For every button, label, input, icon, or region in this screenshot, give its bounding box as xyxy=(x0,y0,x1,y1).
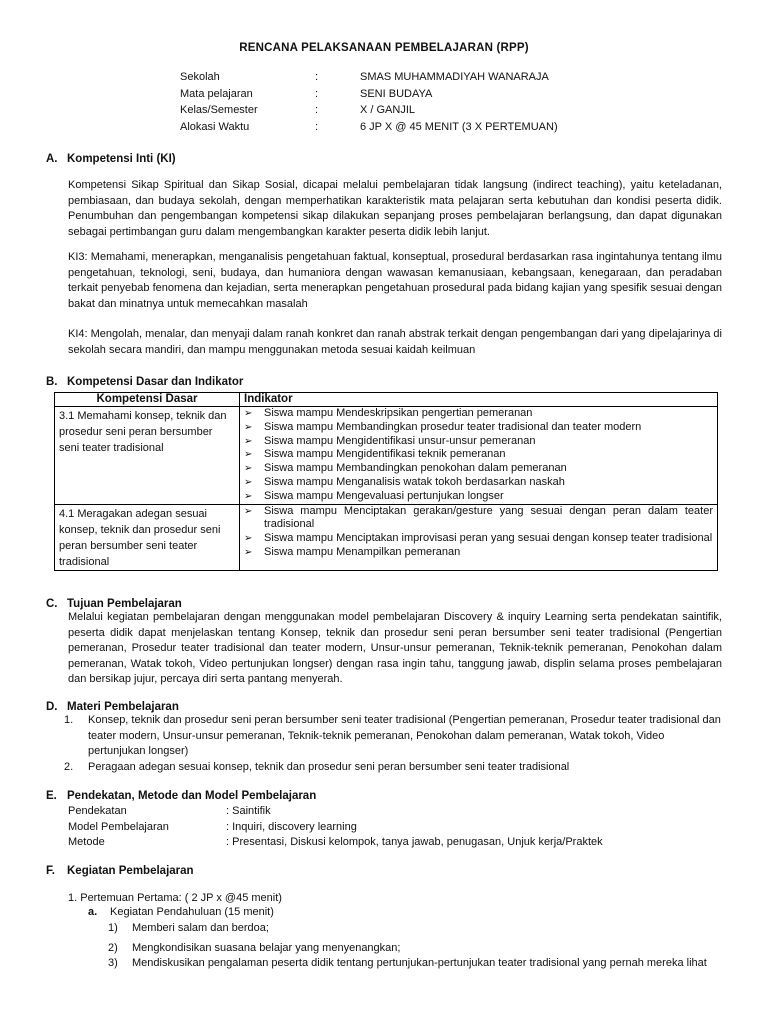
arrow-bullet-icon: ➢ xyxy=(244,546,253,558)
indicator-list xyxy=(244,407,713,504)
list-item: ➢ Siswa mampu Membandingkan prosedur teater tradisional dan teater modern xyxy=(244,420,642,433)
approach-row: Metode : Presentasi, Diskusi kelompok, tanya jawab, penugasan, Unjuk kerja/Praktek xyxy=(68,836,603,848)
materi-list xyxy=(64,713,724,775)
section-f-heading: F. Kegiatan Pembelajaran xyxy=(46,865,194,877)
section-a-paragraph-ki3: KI3: Memahami, menerapkan, menganalisis pengetahuan faktual, konseptual, prosedural berdasarkan rasa ingintahunya tentang ilmu pengetahuan, teknologi, seni, budaya, dan humaniora dengan wawasan kemanusiaan, kebangsaan, kenegaraan, dan peradaban terkait penyebab fenomena dan kejadian, serta menerapkan pengetahuan prosedural pada bidang kajian yang spesifik sesuai dengan bakat dan minatnya untuk memecahkan masalah xyxy=(68,251,722,310)
meta-row: Kelas/Semester : X / GANJIL xyxy=(180,104,416,116)
section-e-heading: E. Pendekatan, Metode dan Model Pembelajaran xyxy=(46,790,317,802)
kd-cell: 3.1 Memahami konsep, teknik dan prosedur seni peran bersumber seni teater tradisional xyxy=(55,407,240,505)
step-item: 1) Memberi salam dan berdoa; xyxy=(108,922,269,934)
approach-table xyxy=(68,804,603,851)
step-item: 3) Mendiskusikan pengalaman peserta didik tentang pertunjukan-pertunjukan teater tradisional yang pernah mereka lihat xyxy=(108,957,707,969)
indicator-cell xyxy=(240,407,718,505)
indicator-cell xyxy=(240,504,718,570)
list-item: ➢ Siswa mampu Menciptakan improvisasi peran yang sesuai dengan konsep teater tradisional xyxy=(244,532,713,545)
arrow-bullet-icon: ➢ xyxy=(244,533,253,545)
table-row xyxy=(55,504,718,570)
list-item: 1. Konsep, teknik dan prosedur seni peran bersumber seni teater tradisional (Pengertian pemeranan, Prosedur teater tradisional dan teater modern, Unsur-unsur pemeranan, Teknik-teknik pemeranan, Penokohan dalam pemeranan, Watak tokoh, Video pertunjukan longser) xyxy=(64,714,721,757)
arrow-bullet-icon: ➢ xyxy=(244,408,253,419)
section-a-paragraph-ki4: KI4: Mengolah, menalar, dan menyaji dalam ranah konkret dan ranah abstrak terkait dengan pengembangan dari yang dipelajarinya di sekolah secara mandiri, dan mampu menggunakan metoda sesuai kaidah keilmuan xyxy=(68,328,722,356)
meta-row: Alokasi Waktu : 6 JP X @ 45 MENIT (3 X PERTEMUAN) xyxy=(180,120,558,133)
arrow-bullet-icon: ➢ xyxy=(244,435,253,447)
competency-table xyxy=(54,392,718,571)
section-d-heading: D. Materi Pembelajaran xyxy=(46,701,179,713)
approach-row: Pendekatan : Saintifik xyxy=(68,805,271,817)
activity-line: a. Kegiatan Pendahuluan (15 menit) xyxy=(88,906,274,918)
section-a-paragraph-1: Kompetensi Sikap Spiritual dan Sikap Sosial, dicapai melalui pembelajaran tidak langsung (indirect teaching), yaitu keteladanan, pembiasaan, dan budaya sekolah, dengan memperhatikan karakteristik mata pelajaran serta kebutuhan dan kondisi peserta didik. Penumbuhan dan pengembangan kompetensi sikap dilakukan sepanjang proses pembelajaran berlangsung, dan dapat digunakan sebagai pertimbangan guru dalam mengembangkan karakter peserta didik lebih lanjut. xyxy=(68,179,722,238)
document-title: RENCANA PELAKSANAAN PEMBELAJARAN (RPP) xyxy=(239,42,529,54)
arrow-bullet-icon: ➢ xyxy=(244,463,253,475)
arrow-bullet-icon: ➢ xyxy=(244,449,253,461)
section-c-heading: C. Tujuan Pembelajaran xyxy=(46,598,182,610)
arrow-bullet-icon: ➢ xyxy=(244,490,253,502)
list-item: 2. Peragaan adegan sesuai konsep, teknik dan prosedur seni peran bersumber seni teater tradisional xyxy=(64,760,570,773)
column-header-kd: Kompetensi Dasar xyxy=(55,393,240,407)
list-item: ➢ Siswa mampu Mengidentifikasi unsur-unsur pemeranan xyxy=(244,434,536,447)
table-header-row xyxy=(55,393,718,407)
meeting-line: 1. Pertemuan Pertama: ( 2 JP x @45 menit) xyxy=(68,892,282,904)
identity-block xyxy=(180,70,558,136)
list-item: ➢ Siswa mampu Mengevaluasi pertunjukan longser xyxy=(244,489,504,502)
step-item: 2) Mengkondisikan suasana belajar yang menyenangkan; xyxy=(108,942,401,954)
arrow-bullet-icon: ➢ xyxy=(244,421,253,433)
list-item: ➢ Siswa mampu Menciptakan gerakan/gesture yang sesuai dengan peran dalam teater tradisional xyxy=(244,504,713,531)
list-item: ➢ Siswa mampu Membandingkan penokohan dalam pemeranan xyxy=(244,462,567,475)
arrow-bullet-icon: ➢ xyxy=(244,505,253,517)
table-row xyxy=(55,407,718,505)
approach-row: Model Pembelajaran : Inquiri, discovery learning xyxy=(68,820,357,833)
section-c-paragraph: Melalui kegiatan pembelajaran dengan menggunakan model pembelajaran Discovery & inquiry Learning serta pendekatan saintifik, peserta didik dapat menjelaskan tentang Konsep, teknik dan prosedur seni peran bersumber seni teater tradisional (Pengertian pemeranan, Prosedur teater tradisional dan teater modern, Unsur-unsur pemeranan, Teknik-teknik pemeranan, Penokohan dalam pemeranan, Watak tokoh, Video pertunjukan longser) dengan rasa ingin tahu, tanggung jawab, displin selama proses pembelajaran dan bersikap jujur, percaya diri serta pantang menyerah. xyxy=(68,611,722,685)
meta-row: Sekolah : SMAS MUHAMMADIYAH WANARAJA xyxy=(180,71,549,83)
column-header-indikator: Indikator xyxy=(240,393,718,407)
list-item: ➢ Siswa mampu Menganalisis watak tokoh berdasarkan naskah xyxy=(244,475,565,488)
section-b-heading: B. Kompetensi Dasar dan Indikator xyxy=(46,376,244,388)
section-a-heading: A. Kompetensi Inti (KI) xyxy=(46,153,176,165)
list-item: ➢ Siswa mampu Menampilkan pemeranan xyxy=(244,545,461,558)
meta-row: Mata pelajaran : SENI BUDAYA xyxy=(180,87,433,100)
list-item: ➢ Siswa mampu Mendeskripsikan pengertian pemeranan xyxy=(244,407,533,419)
indicator-list xyxy=(244,505,713,560)
arrow-bullet-icon: ➢ xyxy=(244,476,253,488)
kd-cell: 4.1 Meragakan adegan sesuai konsep, teknik dan prosedur seni peran bersumber seni teater tradisional xyxy=(55,504,240,570)
list-item: ➢ Siswa mampu Mengidentifikasi teknik pemeranan xyxy=(244,448,506,461)
